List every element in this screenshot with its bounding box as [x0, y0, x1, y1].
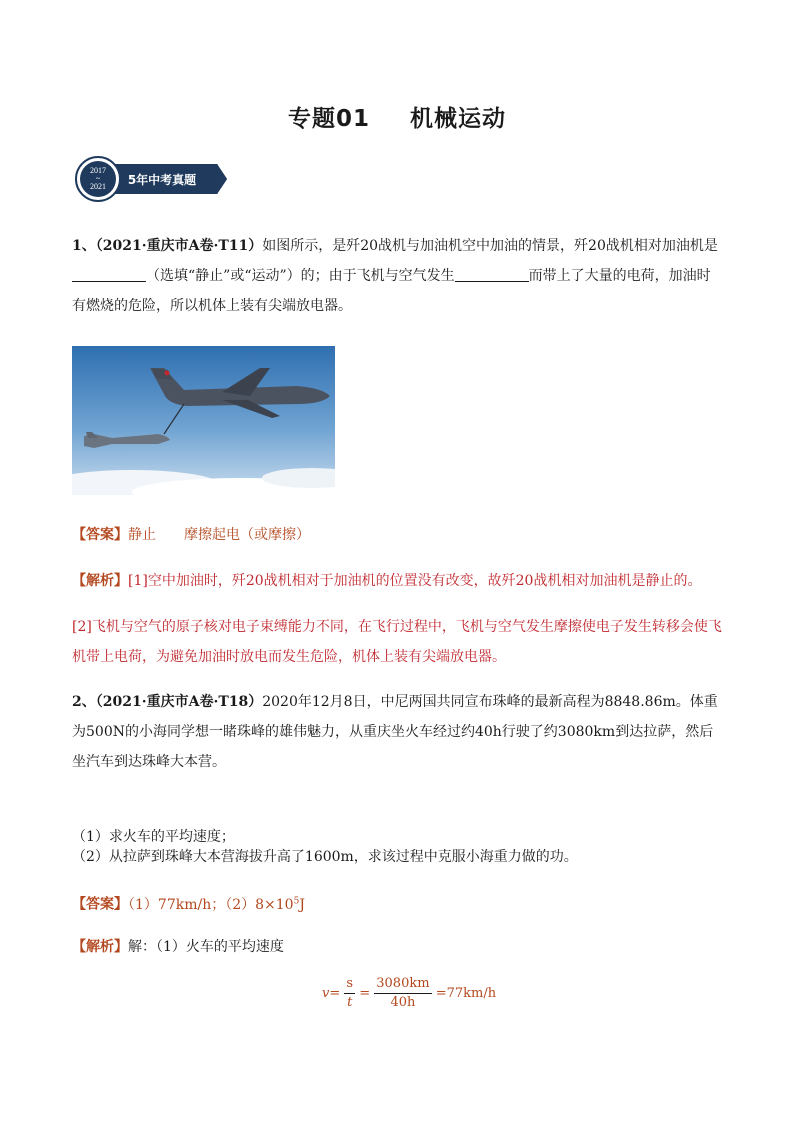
- q1-analysis-2: [2]飞机与空气的原子核对电子束缚能力不同，在飞行过程中，飞机与空气发生摩擦使电子发生转移会使飞机带上电荷，为避免加油时放电而发生危险，机体上装有尖端放电器。: [72, 619, 722, 665]
- q1-answer: 【答案】静止 摩擦起电（或摩擦）: [72, 527, 310, 543]
- velocity-formula: v= $\frac{s}{t}$ = $\frac{3080km}{40h}$ =77km/h: [322, 976, 497, 1010]
- banner-tilde: ~: [95, 174, 101, 183]
- answer-blank-2[interactable]: [455, 265, 529, 282]
- q1-analysis: 【解析】[1]空中加油时，歼20战机相对于加油机的位置没有改变，故歼20战机相对加油机是静止的。: [72, 573, 702, 589]
- jet-refueling-photo: [72, 346, 335, 495]
- q2-answer: 【答案】（1）77km/h；$(2)8\times 10^5J$: [72, 896, 305, 913]
- q2-sub-2: （2）从拉萨到珠峰大本营海拔升高了1600m，求该过程中克服小海重力做的功。: [72, 849, 578, 865]
- page-title: 专题01 机械运动: [287, 106, 506, 132]
- question-2: 2、（2021·重庆市A卷·T18）2020年12月8日，中尼两国共同宣布珠峰的最新高程为8848.86m。体重为500N的小海同学想一睹珠峰的雄伟魅力，从重庆坐火车经过约40h行驶了约3080km到达拉萨，然后坐汽车到达珠峰大本营。: [72, 694, 718, 770]
- banner-year-bottom: 2021: [90, 182, 106, 191]
- q2-analysis: 【解析】解：（1）火车的平均速度: [72, 939, 284, 955]
- section-banner: [72, 156, 232, 202]
- banner-year-top: 2017: [90, 166, 106, 175]
- q2-sub-1: （1）求火车的平均速度；: [72, 829, 235, 845]
- question-1: 1、（2021·重庆市A卷·T11）如图所示，是歼20战机与加油机空中加油的情景，歼20战机相对加油机是 （选填“静止”或“运动”）的；由于飞机与空气发生 而带上了大量的电荷，加油时有燃烧的危险，所以机体上装有尖端放电器。: [72, 238, 718, 314]
- banner-label: 5年中考真题: [127, 173, 197, 187]
- answer-blank-1[interactable]: [72, 265, 146, 282]
